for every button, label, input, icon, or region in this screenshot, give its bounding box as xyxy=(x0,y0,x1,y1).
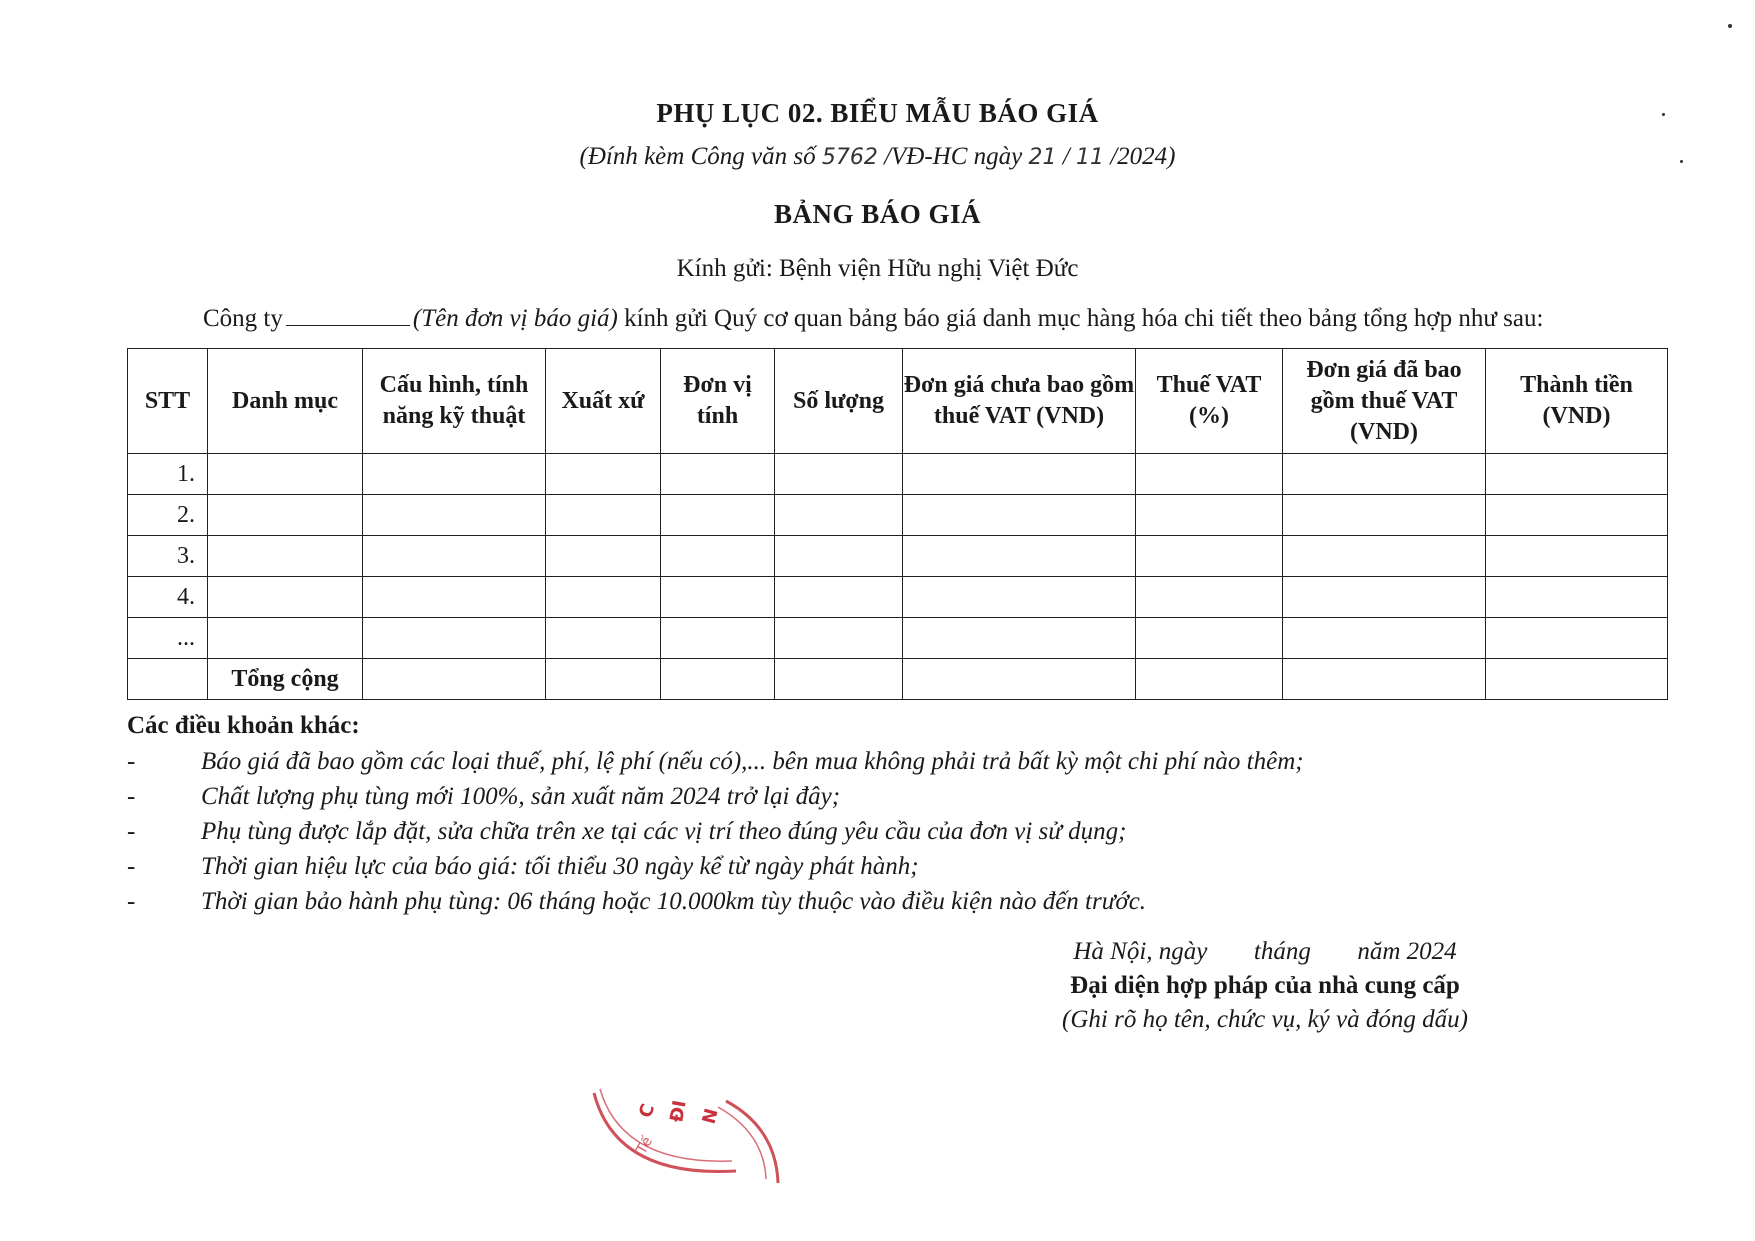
header-danh-muc: Danh mục xyxy=(208,349,363,454)
header-don-gia-chua-vat: Đơn giá chưa bao gồm thuế VAT (VND) xyxy=(903,349,1136,454)
signature-date-line xyxy=(1020,938,1510,966)
table-cell[interactable] xyxy=(363,454,546,495)
subtitle-mid: /VĐ-HC ngày xyxy=(877,143,1029,170)
total-label: Tổng cộng xyxy=(208,659,363,700)
header-don-vi-tinh: Đơn vị tính xyxy=(661,349,775,454)
signature-note: (Ghi rõ họ tên, chức vụ, ký và đóng dấu) xyxy=(1062,1006,1468,1033)
recipient-line: Kính gửi: Bệnh viện Hữu nghị Việt Đức xyxy=(676,255,1079,282)
table-cell[interactable] xyxy=(775,454,903,495)
table-cell[interactable] xyxy=(1136,495,1283,536)
table-cell[interactable] xyxy=(363,577,546,618)
table-cell[interactable] xyxy=(903,659,1136,700)
scan-speck xyxy=(1662,113,1665,116)
table-cell[interactable] xyxy=(208,454,363,495)
term-item xyxy=(127,888,1146,916)
intro-company: Công ty xyxy=(203,305,283,332)
row-number: 1. xyxy=(128,454,208,495)
svg-text:N: N xyxy=(698,1106,723,1127)
row-number: 4. xyxy=(128,577,208,618)
header-so-luong: Số lượng xyxy=(775,349,903,454)
table-cell[interactable] xyxy=(661,495,775,536)
table-cell[interactable] xyxy=(1136,659,1283,700)
red-stamp-seal xyxy=(586,1083,796,1193)
table-cell[interactable] xyxy=(546,495,661,536)
header-thanh-tien: Thành tiền (VND) xyxy=(1486,349,1668,454)
table-cell[interactable] xyxy=(661,536,775,577)
term-item xyxy=(127,748,1304,776)
table-cell[interactable] xyxy=(1486,618,1668,659)
table-cell[interactable] xyxy=(775,659,903,700)
table-row xyxy=(128,536,1668,577)
quote-heading: BẢNG BÁO GIÁ xyxy=(773,199,982,229)
term-text: Thời gian hiệu lực của báo giá: tối thiểu 30 ngày kể từ ngày phát hành; xyxy=(201,853,919,880)
signature-month-label: tháng xyxy=(1253,938,1311,965)
table-cell[interactable] xyxy=(775,577,903,618)
day-handwritten: 21 xyxy=(1028,145,1057,170)
table-cell[interactable] xyxy=(1486,536,1668,577)
table-cell[interactable] xyxy=(1136,618,1283,659)
table-cell[interactable] xyxy=(775,495,903,536)
table-cell[interactable] xyxy=(661,618,775,659)
table-cell[interactable] xyxy=(208,536,363,577)
month-handwritten: 11 xyxy=(1075,145,1104,170)
table-cell[interactable] xyxy=(775,536,903,577)
intro-placeholder: (Tên đơn vị báo giá) xyxy=(412,305,618,332)
table-cell[interactable] xyxy=(903,536,1136,577)
subtitle-suffix: /2024) xyxy=(1103,143,1176,170)
table-cell[interactable] xyxy=(661,454,775,495)
signature-title: Đại diện hợp pháp của nhà cung cấp xyxy=(1070,972,1460,999)
header-don-gia-da-vat: Đơn giá đã bao gồm thuế VAT (VND) xyxy=(1283,349,1486,454)
header-thue-vat: Thuế VAT (%) xyxy=(1136,349,1283,454)
quote-table xyxy=(127,348,1668,700)
term-bullet: - xyxy=(127,853,136,880)
term-text: Thời gian bảo hành phụ tùng: 06 tháng hoặc 10.000km tùy thuộc vào điều kiện nào đến trước. xyxy=(201,888,1147,915)
subtitle-prefix: (Đính kèm Công văn số xyxy=(579,143,822,170)
table-cell[interactable] xyxy=(208,618,363,659)
table-cell[interactable] xyxy=(1486,495,1668,536)
signature-year-label: năm 2024 xyxy=(1357,938,1457,965)
table-cell[interactable] xyxy=(546,454,661,495)
term-item xyxy=(127,783,840,811)
table-cell[interactable] xyxy=(661,659,775,700)
scan-speck xyxy=(1728,24,1732,28)
table-cell[interactable] xyxy=(546,618,661,659)
row-number: 3. xyxy=(128,536,208,577)
table-cell[interactable] xyxy=(208,577,363,618)
document-subtitle xyxy=(0,143,1755,171)
header-cau-hinh: Cấu hình, tính năng kỹ thuật xyxy=(363,349,546,454)
term-item xyxy=(127,853,919,881)
term-text: Phụ tùng được lắp đặt, sửa chữa trên xe tại các vị trí theo đúng yêu cầu của đơn vị sử dụng; xyxy=(201,818,1127,845)
table-cell[interactable] xyxy=(1283,659,1486,700)
table-cell[interactable] xyxy=(661,577,775,618)
intro-text: kính gửi Quý cơ quan bảng báo giá danh mục hàng hóa chi tiết theo bảng tổng hợp như sau: xyxy=(617,305,1544,332)
table-cell[interactable] xyxy=(903,454,1136,495)
table-cell[interactable] xyxy=(1283,618,1486,659)
svg-text:Tế: Tế xyxy=(633,1134,657,1157)
term-bullet: - xyxy=(127,818,136,845)
term-text: Báo giá đã bao gồm các loại thuế, phí, lệ phí (nếu có),... bên mua không phải trả bất kỳ một chi phí nào thêm; xyxy=(201,748,1304,775)
table-row xyxy=(128,495,1668,536)
signature-place-date: Hà Nội, ngày xyxy=(1073,938,1208,965)
table-cell[interactable] xyxy=(1283,495,1486,536)
row-number: 2. xyxy=(128,495,208,536)
table-cell[interactable] xyxy=(363,659,546,700)
document-title: PHỤ LỤC 02. BIỂU MẪU BÁO GIÁ xyxy=(656,98,1099,128)
table-cell[interactable] xyxy=(1283,577,1486,618)
intro-paragraph xyxy=(203,305,1543,333)
term-bullet: - xyxy=(127,783,136,810)
terms-title: Các điều khoản khác: xyxy=(127,712,360,739)
table-cell[interactable] xyxy=(363,495,546,536)
table-cell[interactable] xyxy=(363,618,546,659)
table-cell[interactable] xyxy=(208,495,363,536)
table-cell[interactable] xyxy=(775,618,903,659)
table-cell xyxy=(128,659,208,700)
table-cell[interactable] xyxy=(546,536,661,577)
table-cell[interactable] xyxy=(363,536,546,577)
table-cell[interactable] xyxy=(546,659,661,700)
table-cell[interactable] xyxy=(546,577,661,618)
table-cell[interactable] xyxy=(1486,454,1668,495)
table-total-row xyxy=(128,659,1668,700)
company-blank-line xyxy=(286,305,410,326)
table-cell[interactable] xyxy=(1136,454,1283,495)
term-bullet: - xyxy=(127,748,136,775)
table-cell[interactable] xyxy=(1283,454,1486,495)
table-header-row xyxy=(128,349,1668,454)
row-number: ... xyxy=(128,618,208,659)
table-cell[interactable] xyxy=(1486,659,1668,700)
table-cell[interactable] xyxy=(903,618,1136,659)
subtitle-slash: / xyxy=(1056,143,1076,170)
term-text: Chất lượng phụ tùng mới 100%, sản xuất năm 2024 trở lại đây; xyxy=(201,783,841,810)
table-cell[interactable] xyxy=(903,495,1136,536)
doc-number-handwritten: 5762 xyxy=(821,145,878,170)
svg-text:C: C xyxy=(634,1101,660,1121)
table-cell[interactable] xyxy=(1486,577,1668,618)
table-row xyxy=(128,618,1668,659)
svg-text:ĐI: ĐI xyxy=(666,1098,691,1124)
table-row xyxy=(128,454,1668,495)
term-bullet: - xyxy=(127,888,136,915)
term-item xyxy=(127,818,1127,846)
scan-speck xyxy=(1680,160,1683,163)
header-xuat-xu: Xuất xứ xyxy=(546,349,661,454)
table-cell[interactable] xyxy=(1283,536,1486,577)
table-cell[interactable] xyxy=(903,577,1136,618)
table-row xyxy=(128,577,1668,618)
table-cell[interactable] xyxy=(1136,577,1283,618)
table-cell[interactable] xyxy=(1136,536,1283,577)
header-stt: STT xyxy=(128,349,208,454)
